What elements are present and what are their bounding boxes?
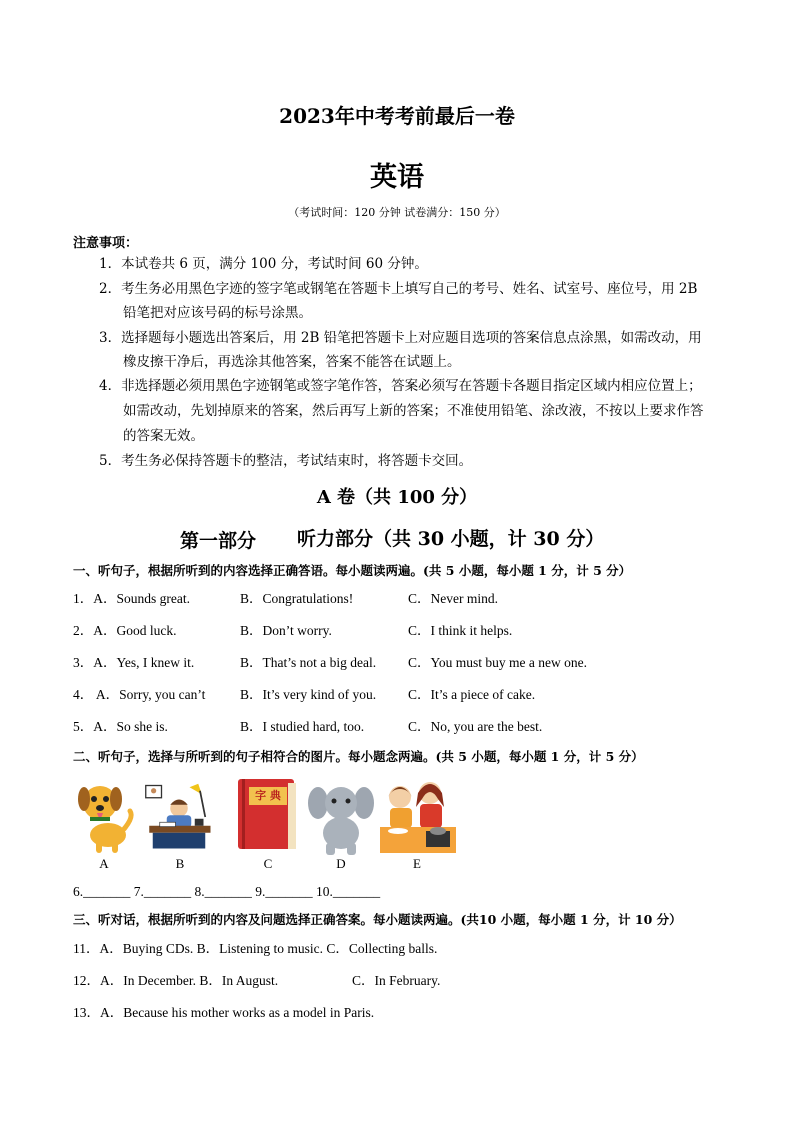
notice-item: 5．考生务必保持答题卡的整洁，考试结束时，将答题卡交回。 bbox=[99, 453, 473, 469]
question-4-b: B．It’s very kind of you. bbox=[240, 687, 377, 702]
question-3-c: C．You must buy me a new one. bbox=[408, 655, 588, 670]
dictionary-icon bbox=[236, 777, 298, 853]
tired-student-icon bbox=[144, 777, 214, 857]
cooking-icon bbox=[380, 777, 458, 857]
question-13: 13．A．Because his mother works as a model in Paris. bbox=[73, 1005, 375, 1020]
section2-heading: 二、听句子，选择与所听到的句子相符合的图片。每小题念两遍。(共 5 小题，每小题 1 分，计 5 分） bbox=[73, 749, 644, 764]
exam-info: （考试时间：120 分钟 试卷满分：150 分） bbox=[288, 206, 506, 219]
section1-heading: 一、听句子，根据所听到的内容选择正确答语。每小题读两遍。(共 5 小题，每小题 1 分，计 5 分） bbox=[73, 563, 632, 578]
question-12-c: C．In February. bbox=[352, 973, 441, 988]
picture-label: C bbox=[263, 856, 273, 871]
notice-item: 的答案无效。 bbox=[123, 428, 204, 444]
question-2-a: 2．A．Good luck. bbox=[73, 623, 177, 638]
answer-blanks: 6._______ 7._______ 8._______ 9._______ 10._______ bbox=[73, 884, 381, 899]
question-5-a: 5．A．So she is. bbox=[73, 719, 168, 734]
question-4-c: C．It’s a piece of cake. bbox=[408, 687, 536, 702]
question-4-a: 4． A．Sorry, you can’t bbox=[73, 687, 206, 702]
section3-heading: 三、听对话，根据所听到的内容及问题选择正确答案。每小题读两遍。(共10 小题，每小题 1 分，计 10 分） bbox=[73, 912, 682, 927]
section-a-title: A 卷（共 100 分） bbox=[316, 487, 478, 508]
question-1-b: B．Congratulations! bbox=[240, 591, 354, 606]
question-5-c: C．No, you are the best. bbox=[408, 719, 543, 734]
notice-item: 橡皮擦干净后，再选涂其他答案，答案不能答在试题上。 bbox=[123, 354, 461, 370]
question-1-a: 1．A．Sounds great. bbox=[73, 591, 190, 606]
picture-label: B bbox=[175, 856, 185, 871]
notice-item: 4．非选择题必须用黑色字迹钢笔或签字笔作答，答案必须写在答题卡各题目指定区域内相应位置上； bbox=[99, 378, 702, 394]
question-2-c: C．I think it helps. bbox=[408, 623, 513, 638]
question-3-b: B．That’s not a big deal. bbox=[240, 655, 377, 670]
elephant-icon bbox=[306, 777, 376, 857]
subject-title: 英语 bbox=[370, 162, 424, 193]
part1-label: 第一部分 bbox=[180, 530, 257, 552]
question-11: 11．A．Buying CDs. B．Listening to music. C．Collecting balls. bbox=[73, 941, 438, 956]
question-2-b: B．Don’t worry. bbox=[240, 623, 332, 638]
dog-icon bbox=[70, 777, 140, 857]
notice-heading: 注意事项： bbox=[73, 236, 139, 251]
picture-label: D bbox=[336, 856, 346, 871]
question-1-c: C．Never mind. bbox=[408, 591, 498, 606]
question-3-a: 3．A．Yes, I knew it. bbox=[73, 655, 195, 670]
notice-item: 1．本试卷共 6 页，满分 100 分，考试时间 60 分钟。 bbox=[99, 256, 428, 272]
part1-title: 听力部分（共 30 小题，计 30 分） bbox=[297, 528, 605, 550]
dictionary-title: 字 典 bbox=[255, 789, 281, 802]
notice-item: 如需改动，先划掉原来的答案，然后再写上新的答案；不准使用铅笔、涂改液，不按以上要求作答 bbox=[123, 403, 704, 419]
picture-label: E bbox=[413, 856, 421, 871]
notice-item: 3．选择题每小题选出答案后，用 2B 铅笔把答题卡上对应题目选项的答案信息点涂黑，如需改动，用 bbox=[99, 330, 702, 346]
picture-label: A bbox=[99, 856, 109, 871]
question-12: 12．A．In December. B．In August. bbox=[73, 973, 279, 988]
question-5-b: B．I studied hard, too. bbox=[240, 719, 365, 734]
exam-title: 2023年中考考前最后一卷 bbox=[279, 104, 515, 128]
notice-item: 2．考生务必用黑色字迹的签字笔或钢笔在答题卡上填写自己的考号、姓名、试室号、座位号，用 2B bbox=[99, 281, 698, 297]
notice-item: 铅笔把对应该号码的标号涂黑。 bbox=[123, 305, 312, 321]
